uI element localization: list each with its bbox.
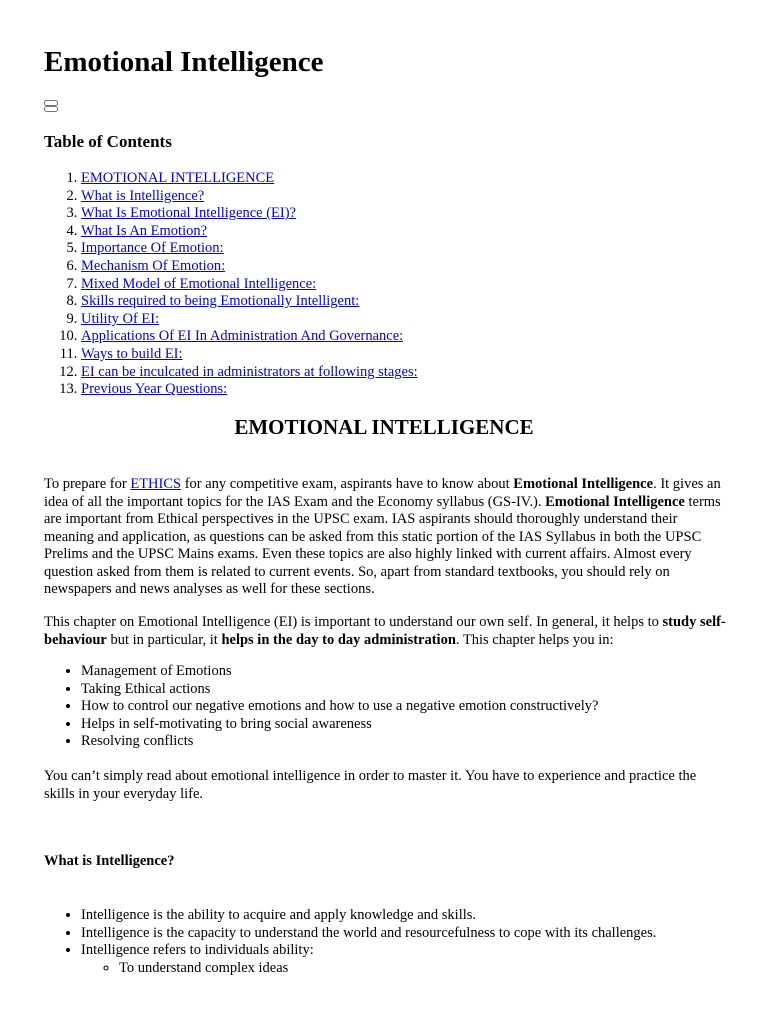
toc-item xyxy=(81,170,418,188)
toc-link[interactable]: Importance Of Emotion: xyxy=(81,240,224,257)
bold-text: Emotional Intelligence xyxy=(513,476,654,492)
intro-paragraph-1 xyxy=(44,476,726,599)
list-item: • Management of Emotions xyxy=(81,663,763,681)
list-item: • Resolving conflicts xyxy=(81,733,763,751)
text-run: for any competitive exam, aspirants have to know about xyxy=(181,476,514,492)
text-run: but in particular, it xyxy=(106,631,222,648)
toc-item xyxy=(81,328,418,346)
intro-paragraph-2 xyxy=(44,614,726,649)
text-run: This chapter on Emotional Intelligence (EI) is important to understand our own self. In general, it helps to xyxy=(44,614,663,630)
toc-item xyxy=(81,311,418,329)
bold-text: helps in the day to day administration xyxy=(221,631,456,648)
toc-link[interactable]: What Is An Emotion? xyxy=(81,222,208,239)
bold-text: study self-behaviour xyxy=(44,614,726,648)
list-item: • How to control our negative emotions and how to use a negative emotion constructively? xyxy=(81,698,763,716)
toc-link[interactable]: What is Intelligence? xyxy=(81,187,205,204)
toc-link[interactable]: Ways to build EI: xyxy=(81,345,183,362)
toc-link[interactable]: Applications Of EI In Administration And Governance: xyxy=(81,328,404,345)
table-of-contents xyxy=(44,170,418,399)
toc-item xyxy=(81,364,418,382)
toc-item xyxy=(81,293,418,311)
text-run: terms are important from Ethical perspectives in the UPSC exam. IAS aspirants should thoroughly understand their meaning and application, as questions can be asked from this static portion of the IAS Syllabus in both the UPSC Prelims and the UPSC Mains exams. Even these topics are also highly linked with current affairs. Almost every question asked from them is related to current events. So, apart from standard textbooks, you should rely on newspapers and news analyses as well for these sections. xyxy=(44,493,721,597)
toc-link[interactable]: Mixed Model of Emotional Intelligence: xyxy=(81,275,317,292)
list-item: • Intelligence is the capacity to understand the world and resourcefulness to cope with its challenges. xyxy=(81,925,763,943)
toc-link[interactable]: EMOTIONAL INTELLIGENCE xyxy=(81,170,275,186)
list-item-text: Intelligence refers to individuals ability: xyxy=(81,942,314,959)
toc-link[interactable]: Skills required to being Emotionally Intelligent: xyxy=(81,293,360,310)
toc-item xyxy=(81,240,418,258)
page-title: Emotional Intelligence xyxy=(44,46,324,78)
toc-link[interactable]: Mechanism Of Emotion: xyxy=(81,257,226,274)
toc-link[interactable]: Previous Year Questions: xyxy=(81,381,228,398)
sub-list xyxy=(81,960,763,978)
toc-item xyxy=(81,223,418,241)
intelligence-list xyxy=(44,907,763,977)
text-run: . This chapter helps you in: xyxy=(455,631,614,648)
toc-link[interactable]: What Is Emotional Intelligence (EI)? xyxy=(81,205,296,222)
toc-item xyxy=(81,381,418,399)
toc-item xyxy=(81,205,418,223)
list-item xyxy=(81,942,763,977)
toc-toggle-icon[interactable] xyxy=(44,100,58,112)
ethics-link[interactable]: ETHICS xyxy=(130,476,182,492)
list-item: • Helps in self-motivating to bring social awareness xyxy=(81,716,763,734)
section-heading: EMOTIONAL INTELLIGENCE xyxy=(234,415,534,439)
text-run: . It gives an idea of all the important topics for the IAS Exam and the Economy syllabus (GS-IV.). xyxy=(44,476,721,510)
toc-link[interactable]: EI can be inculcated in administrators at following stages: xyxy=(81,363,418,380)
list-item: • Intelligence is the ability to acquire and apply knowledge and skills. xyxy=(81,907,763,925)
sub-list-item: ◦ To understand complex ideas xyxy=(119,960,763,978)
intro-paragraph-3: You can’t simply read about emotional intelligence in order to master it. You have to experience and practice the skills in your everyday life. xyxy=(44,768,697,802)
toc-item xyxy=(81,188,418,206)
toc-heading: Table of Contents xyxy=(44,132,172,151)
intelligence-heading: What is Intelligence? xyxy=(44,853,175,869)
toc-link[interactable]: Utility Of EI: xyxy=(81,310,160,327)
list-item: • Taking Ethical actions xyxy=(81,681,763,699)
toc-item xyxy=(81,346,418,364)
benefits-list xyxy=(44,663,763,751)
toc-item xyxy=(81,276,418,294)
text-run: To prepare for xyxy=(44,476,131,492)
toc-item xyxy=(81,258,418,276)
bold-text: Emotional Intelligence xyxy=(545,493,685,510)
